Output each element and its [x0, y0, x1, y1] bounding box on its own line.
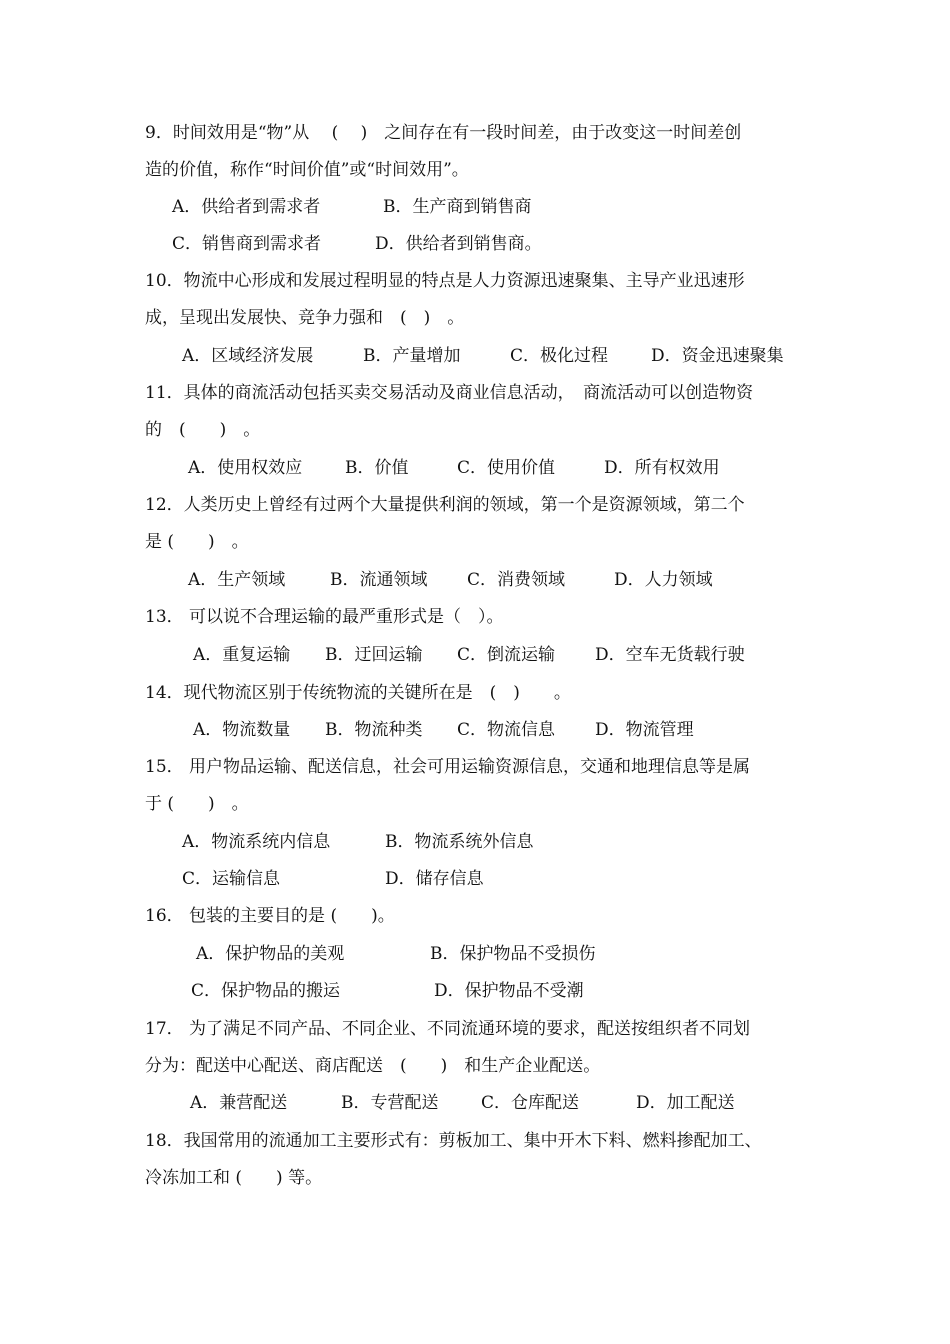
question-11-option-d: D．所有权效用 [604, 458, 720, 478]
question-17-option-d: D．加工配送 [636, 1093, 735, 1113]
question-13-option-d: D．空车无货载行驶 [595, 645, 745, 665]
question-12-option-c: C．消费领域 [467, 570, 566, 590]
question-11-option-c: C．使用价值 [457, 458, 556, 478]
question-9-option-a: A．供给者到需求者 [172, 197, 321, 217]
question-14-option-a: A．物流数量 [193, 720, 291, 740]
question-9-stem-line-2: 造的价值，称作“时间价值”或“时间效用”。 [145, 160, 469, 180]
question-12-option-a: A．生产领域 [188, 570, 286, 590]
question-13-option-a: A．重复运输 [193, 645, 291, 665]
question-16-option-c: C．保护物品的搬运 [191, 981, 341, 1001]
question-10-stem-line-2: 成，呈现出发展快、竞争力强和 ( ) 。 [145, 308, 465, 328]
question-12-stem-line-1: 12．人类历史上曾经有过两个大量提供利润的领域，第一个是资源领域，第二个 [145, 495, 745, 515]
question-14-stem: 14．现代物流区别于传统物流的关键所在是 ( ) 。 [145, 683, 571, 703]
question-12-option-d: D．人力领域 [614, 570, 713, 590]
question-18-stem-line-2: 冷冻加工和 ( ) 等。 [145, 1168, 323, 1188]
question-10-stem-line-1: 10．物流中心形成和发展过程明显的特点是人力资源迅速聚集、主导产业迅速形 [145, 271, 745, 291]
question-11-stem-line-2: 的 ( ) 。 [145, 420, 261, 440]
question-14-option-c: C．物流信息 [457, 720, 556, 740]
question-15-option-d: D．储存信息 [385, 869, 484, 889]
question-15-option-b: B．物流系统外信息 [385, 832, 534, 852]
question-13-option-b: B．迂回运输 [325, 645, 423, 665]
question-17-option-c: C．仓库配送 [481, 1093, 580, 1113]
question-16-stem: 16． 包装的主要目的是 ( )。 [145, 906, 395, 926]
question-11-stem-line-1: 11．具体的商流活动包括买卖交易活动及商业信息活动， 商流活动可以创造物资 [145, 383, 754, 403]
question-17-stem-line-2: 分为：配送中心配送、商店配送 ( ) 和生产企业配送。 [145, 1056, 601, 1076]
question-17-option-b: B．专营配送 [341, 1093, 439, 1113]
question-15-stem-line-1: 15． 用户物品运输、配送信息，社会可用运输资源信息，交通和地理信息等是属 [145, 757, 751, 777]
question-16-option-a: A．保护物品的美观 [196, 944, 345, 964]
question-14-option-b: B．物流种类 [325, 720, 423, 740]
question-10-option-b: B．产量增加 [363, 346, 461, 366]
question-15-option-a: A．物流系统内信息 [182, 832, 331, 852]
question-9-option-d: D．供给者到销售商。 [375, 234, 542, 254]
question-13-option-c: C．倒流运输 [457, 645, 556, 665]
question-12-stem-line-2: 是 ( ) 。 [145, 532, 249, 552]
question-9-stem-line-1: 9．时间效用是“物”从 ( ) 之间存在有一段时间差，由于改变这一时间差创 [145, 123, 742, 143]
question-12-option-b: B．流通领域 [330, 570, 428, 590]
question-18-stem-line-1: 18．我国常用的流通加工主要形式有：剪板加工、集中开木下料、燃料掺配加工、 [145, 1131, 762, 1151]
question-10-option-d: D．资金迅速聚集 [651, 346, 784, 366]
question-11-option-a: A．使用权效应 [188, 458, 303, 478]
question-16-option-b: B．保护物品不受损伤 [430, 944, 596, 964]
question-13-stem: 13． 可以说不合理运输的最严重形式是（ ）。 [145, 607, 504, 627]
question-9-option-c: C．销售商到需求者 [172, 234, 322, 254]
question-17-stem-line-1: 17． 为了满足不同产品、不同企业、不同流通环境的要求，配送按组织者不同划 [145, 1019, 751, 1039]
question-10-option-c: C．极化过程 [510, 346, 609, 366]
question-15-stem-line-2: 于 ( ) 。 [145, 794, 249, 814]
question-17-option-a: A．兼营配送 [190, 1093, 288, 1113]
question-9-option-b: B．生产商到销售商 [383, 197, 532, 217]
question-16-option-d: D．保护物品不受潮 [434, 981, 584, 1001]
question-11-option-b: B．价值 [345, 458, 409, 478]
question-15-option-c: C．运输信息 [182, 869, 281, 889]
question-14-option-d: D．物流管理 [595, 720, 694, 740]
question-10-option-a: A．区域经济发展 [182, 346, 314, 366]
